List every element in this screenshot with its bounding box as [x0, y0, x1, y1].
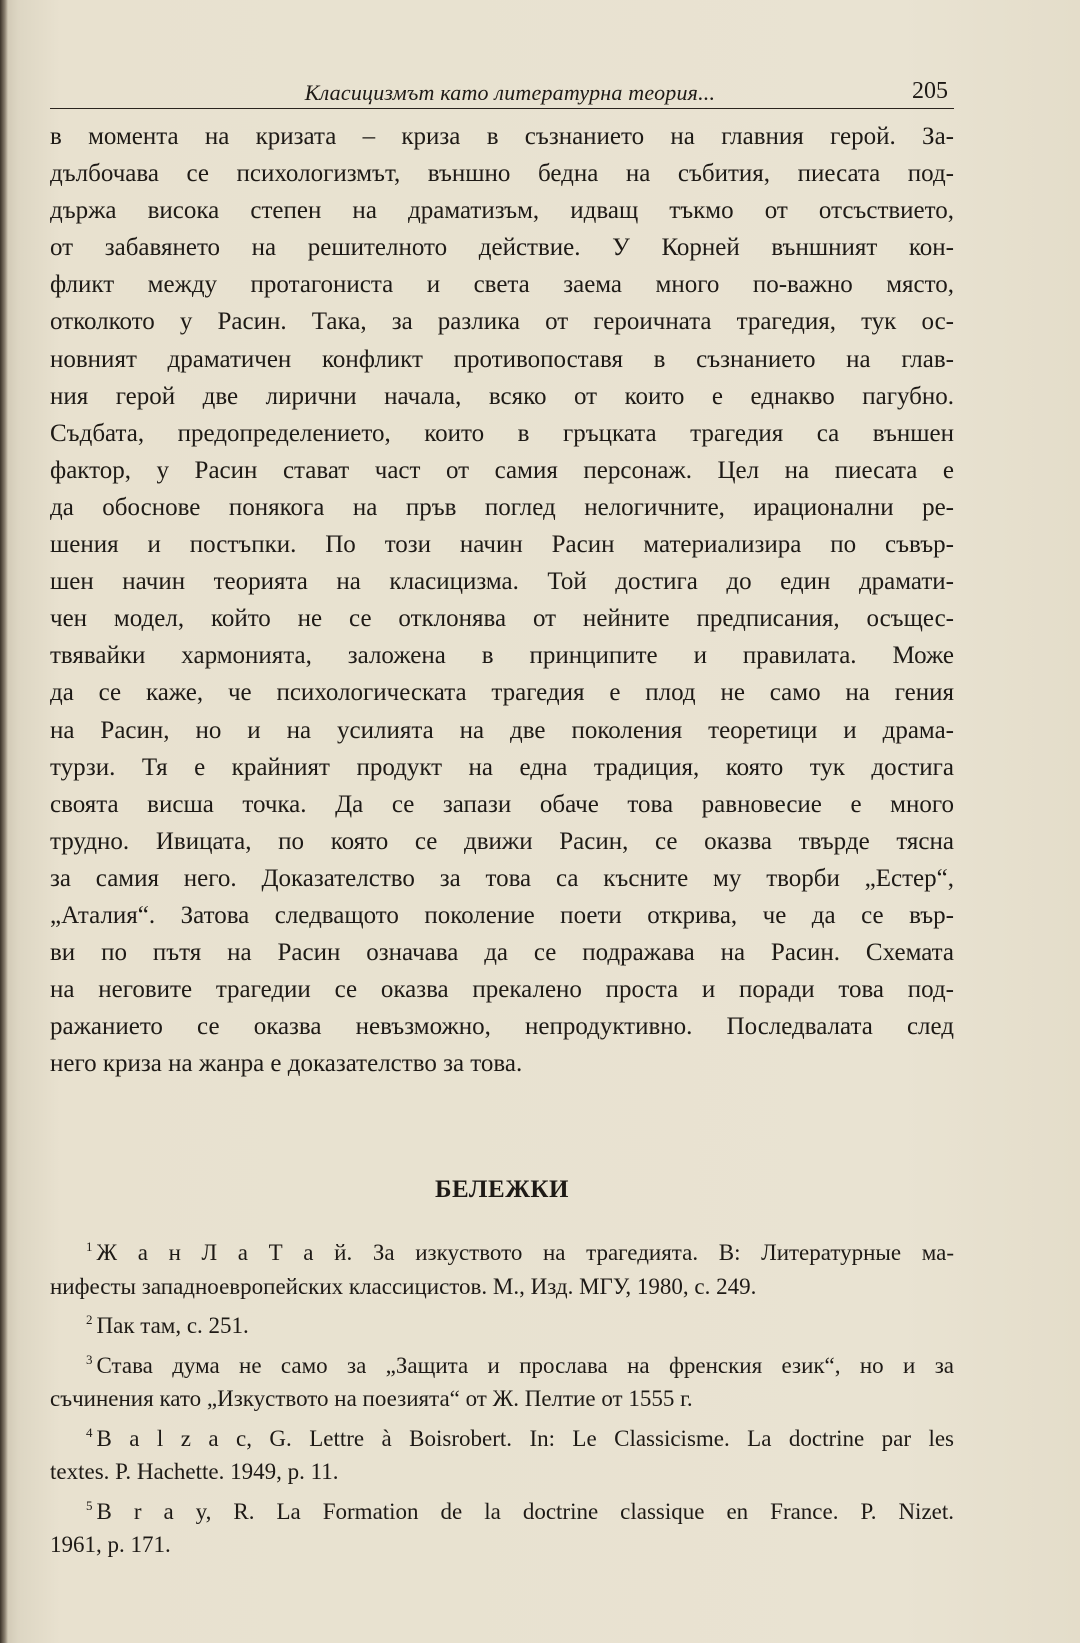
text-line: за самия него. Доказателство за това са късните му творби „Естер“,: [50, 864, 954, 892]
main-text: [50, 118, 954, 1082]
running-header: [50, 78, 954, 109]
footnote-number: 5: [86, 1497, 93, 1513]
page-number: 205: [912, 78, 948, 104]
running-title: Класицизмът като литературна теория...: [304, 80, 716, 105]
footnote-line: 1961, p. 171.: [50, 1532, 171, 1557]
text-line: твявайки хармонията, заложена в принципите и правилата. Може: [50, 642, 954, 670]
text-line: ния герой две лирични начала, всяко от които е еднакво пагубно.: [50, 382, 954, 410]
text-line: шен начин теорията на класицизма. Той достига до един драмати-: [50, 568, 954, 596]
footnote-number: 4: [86, 1424, 93, 1440]
text-line: „Аталия“. Затова следващото поколение поети открива, че да се вър-: [50, 901, 954, 929]
footnote-line: $^3$ Става дума не само за „Защита и прослава на френския език“, но и за: [86, 1351, 954, 1378]
footnote-number: 1: [86, 1239, 93, 1254]
footnote-line: съчинения като „Изкуството на поезията“ от Ж. Пелтие от 1555 г.: [50, 1386, 693, 1411]
text-line: от забавянето на решителното действие. У Корней външният кон-: [50, 234, 954, 262]
text-line: своята висша точка. Да се запази обаче това равновесие е много: [50, 790, 954, 818]
text-line: чен модел, който не се отклонява от нейните предписания, осъщес-: [50, 605, 954, 633]
footnote: [50, 1416, 954, 1489]
notes-heading: БЕЛЕЖКИ: [435, 1176, 569, 1203]
text-line: трудно. Ивицата, по която се движи Расин, се оказва твърде тясна: [50, 827, 954, 855]
text-line: държа висока степен на драматизъм, идващ тъкмо от отсъствието,: [50, 197, 954, 225]
text-line: фактор, у Расин стават част от самия персонаж. Цел на пиесата е: [50, 456, 954, 484]
footnote: [50, 1343, 954, 1416]
text-line: шения и постъпки. По този начин Расин материализира по съвър-: [50, 531, 954, 559]
text-line: турзи. Тя е крайният продукт на една традиция, която тук достига: [50, 753, 954, 781]
footnote-number: 3: [86, 1351, 93, 1367]
text-line: ражанието се оказва невъзможно, непродуктивно. Последвалата след: [50, 1013, 954, 1041]
footnote-number: 2: [86, 1312, 93, 1327]
footnote: [50, 1489, 954, 1562]
footnote-line: $^5$ B r a y, R. La Formation de la doctrine classique en France. P. Nizet.: [86, 1497, 954, 1524]
footnote-line: textes. P. Hachette. 1949, p. 11.: [50, 1459, 339, 1484]
text-line: да обоснове понякога на пръв поглед нелогичните, ирационални ре-: [50, 493, 954, 521]
text-line: ви по пътя на Расин означава да се подражава на Расин. Схемата: [50, 939, 954, 967]
text-line: Съдбата, предопределението, които в гръцката трагедия са външен: [50, 419, 954, 447]
text-line: на неговите трагедии се оказва прекалено проста и поради това под-: [50, 976, 954, 1004]
text-line: фликт между протагониста и света заема много по-важно място,: [50, 271, 954, 299]
footnote-line: $^1$ Ж а н Л а Т а й. За изкуството на трагедията. В: Литературные ма-: [86, 1239, 954, 1265]
text-line: него криза на жанра е доказателство за това.: [50, 1050, 523, 1078]
book-spine-shadow: [0, 0, 8, 1643]
text-line: на Расин, но и на усилията на две поколения теоретици и драма-: [50, 716, 954, 744]
footnote: [50, 1230, 954, 1303]
text-line: дълбочава се психологизмът, външно бедна на събития, пиесата под-: [50, 160, 954, 188]
footnote: [50, 1303, 954, 1343]
footnote-line: нифесты западноевропейских классицистов. М., Изд. МГУ, 1980, с. 249.: [50, 1273, 757, 1299]
footnote-line: $^4$ B a l z a c, G. Lettre à Boisrobert. In: Le Classicisme. La doctrine par les: [86, 1424, 954, 1451]
text-line: отколкото у Расин. Така, за разлика от героичната трагедия, тук ос-: [50, 308, 954, 336]
text-line: новният драматичен конфликт противопоставя в съзнанието на глав-: [50, 345, 954, 373]
notes-list: [50, 1230, 954, 1562]
text-line: да се каже, че психологическата трагедия е плод не само на гения: [50, 679, 954, 707]
footnote-line: $^2$ Пак там, с. 251.: [86, 1312, 249, 1338]
text-line: в момента на кризата – криза в съзнанието на главния герой. За-: [50, 123, 954, 150]
